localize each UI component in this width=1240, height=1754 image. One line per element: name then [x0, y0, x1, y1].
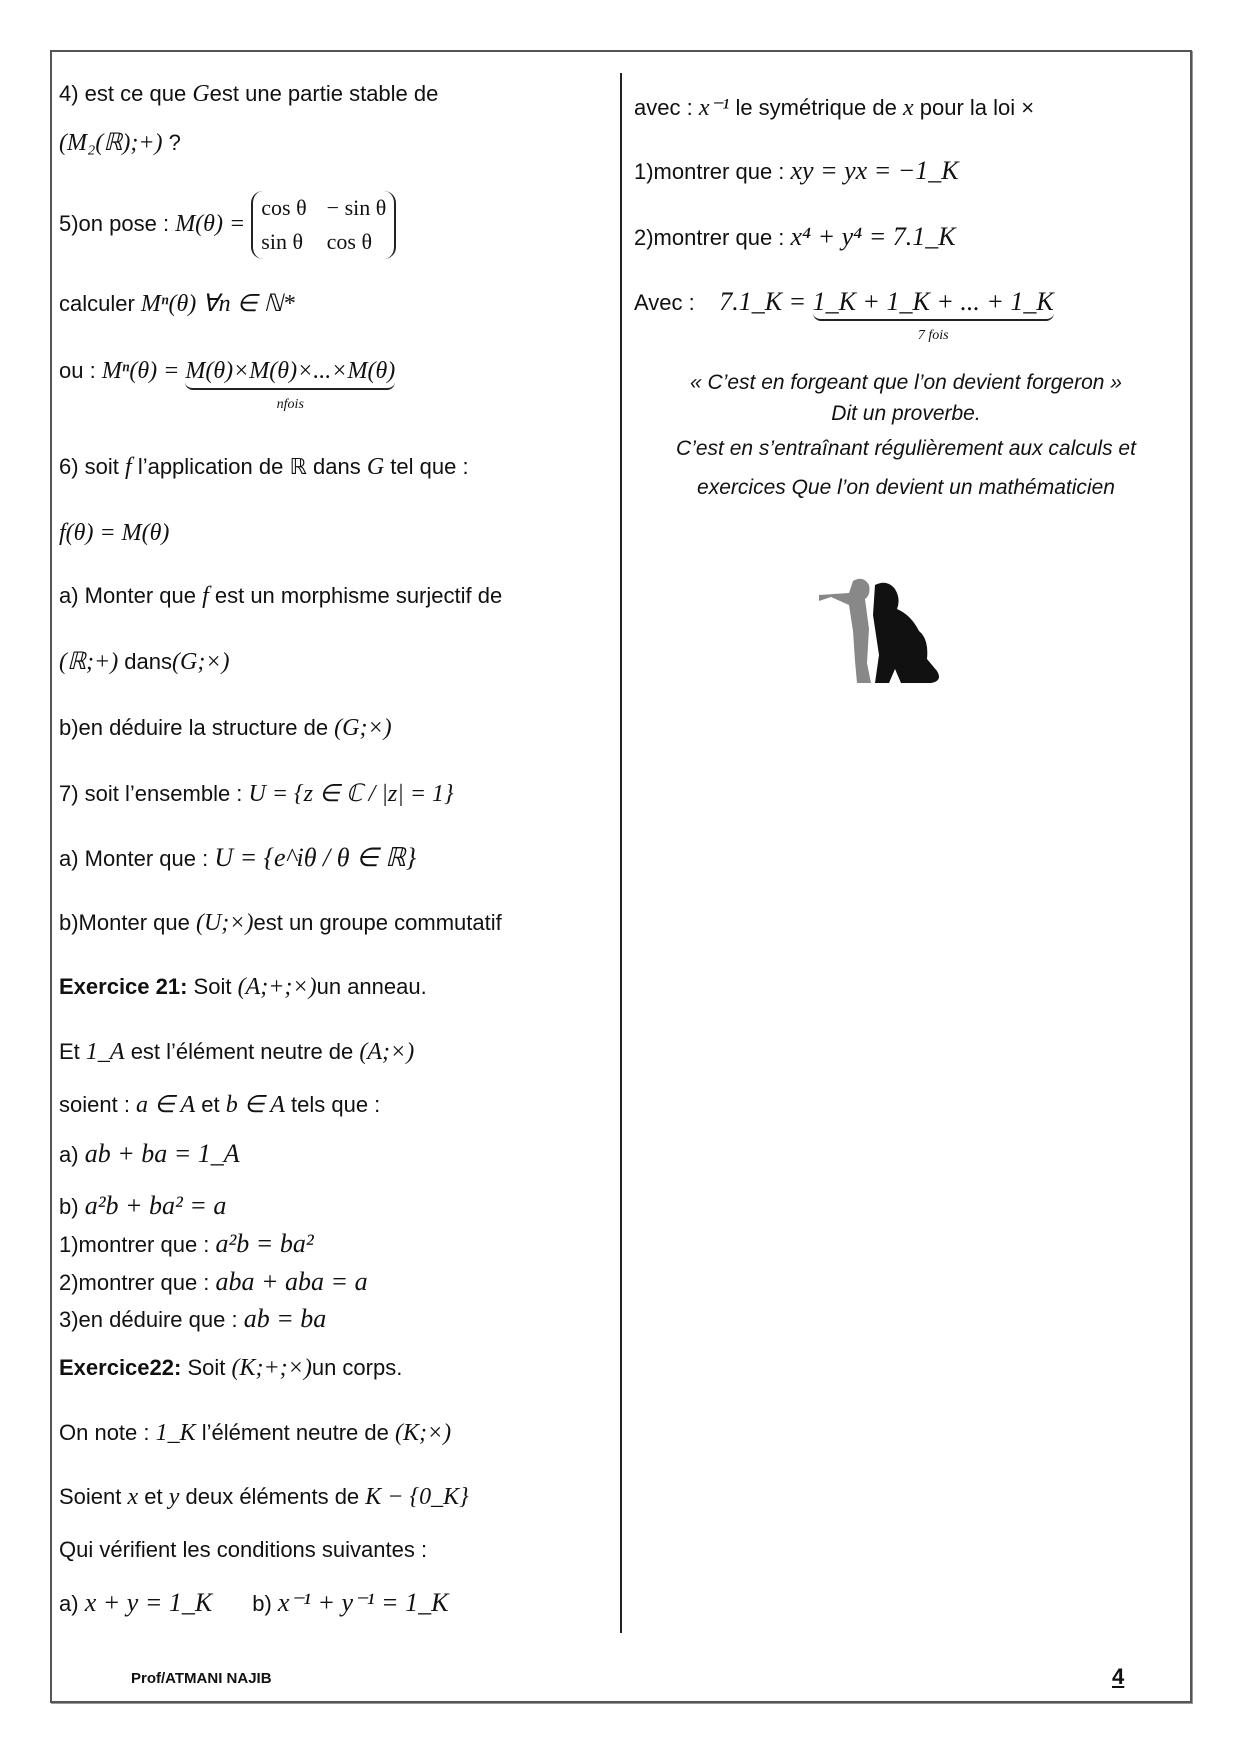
- question-4: 4) est ce que Gest une partie stable de: [59, 81, 439, 107]
- quote-line-3: C’est en s’entraînant régulièrement aux calculs et: [676, 437, 1136, 460]
- conditions-intro: Qui vérifient les conditions suivantes :: [59, 1537, 428, 1562]
- rotation-matrix: cos θ − sin θ sin θ cos θ: [251, 191, 396, 259]
- footer-author: Prof/ATMANI NAJIB: [131, 1670, 272, 1687]
- condition-b: b) a²b + ba² = a: [59, 1191, 227, 1220]
- column-divider: [620, 73, 622, 1633]
- f-definition: f(θ) = M(θ): [59, 520, 170, 546]
- quote-line-2: Dit un proverbe.: [831, 402, 981, 425]
- right-avec-sum: Avec : 7.1_K = 1_K + 1_K + ... + 1_K 7 fois: [634, 287, 1054, 343]
- neutral-element-line: Et 1_A est l’élément neutre de (A;×): [59, 1039, 415, 1065]
- question-6b: b)en déduire la structure de (G;×): [59, 715, 392, 741]
- exercise-22-heading: Exercice22: Soit (K;+;×)un corps.: [59, 1355, 403, 1381]
- avec-line: avec : x⁻¹ le symétrique de x pour la loi ×: [634, 95, 1035, 121]
- right-show-1: 1)montrer que : xy = yx = −1_K: [634, 156, 959, 185]
- ou-line: ou : Mⁿ(θ) = M(θ)×M(θ)×...×M(θ) nfois: [59, 358, 396, 412]
- question-7a: a) Monter que : U = {e^iθ / θ ∈ ℝ}: [59, 843, 417, 872]
- question-6a: a) Monter que f est un morphisme surjectif de: [59, 583, 503, 609]
- show-1: 1)montrer que : a²b = ba²: [59, 1229, 314, 1258]
- show-3: 3)en déduire que : ab = ba: [59, 1304, 327, 1333]
- soient-line: soient : a ∈ A et b ∈ A tels que :: [59, 1092, 381, 1118]
- calculer-line: calculer Mⁿ(θ) ∀n ∈ ℕ*: [59, 291, 295, 317]
- teacher-child-silhouette-image: [815, 575, 955, 690]
- question-6: 6) soit f l’application de ℝ dans G tel que :: [59, 454, 469, 480]
- condition-a: a) ab + ba = 1_A: [59, 1139, 240, 1168]
- show-2: 2)montrer que : aba + aba = a: [59, 1267, 368, 1296]
- quote-line-4: exercices Que l’on devient un mathématicien: [697, 476, 1115, 499]
- page-number: 4: [1112, 1664, 1125, 1689]
- question-5: 5)on pose : M(θ) = cos θ − sin θ sin θ cos θ: [59, 190, 396, 259]
- question-7: 7) soit l’ensemble : U = {z ∈ ℂ / |z| = 1}: [59, 781, 454, 807]
- quote-line-1: « C’est en forgeant que l’on devient forgeron »: [690, 371, 1122, 394]
- question-6a-cont: (ℝ;+) dans(G;×): [59, 649, 230, 675]
- soient-xy-line: Soient x et y deux éléments de K − {0_K}: [59, 1484, 469, 1510]
- question-7b: b)Monter que (U;×)est un groupe commutatif: [59, 910, 502, 936]
- question-4-set: (M₂(ℝ);+) ?: [59, 130, 181, 156]
- right-show-2: 2)montrer que : x⁴ + y⁴ = 7.1_K: [634, 222, 956, 251]
- conditions-line: a) x + y = 1_K b) x⁻¹ + y⁻¹ = 1_K: [59, 1588, 449, 1617]
- note-line: On note : 1_K l’élément neutre de (K;×): [59, 1420, 452, 1446]
- exercise-21-heading: Exercice 21: Soit (A;+;×)un anneau.: [59, 974, 427, 1000]
